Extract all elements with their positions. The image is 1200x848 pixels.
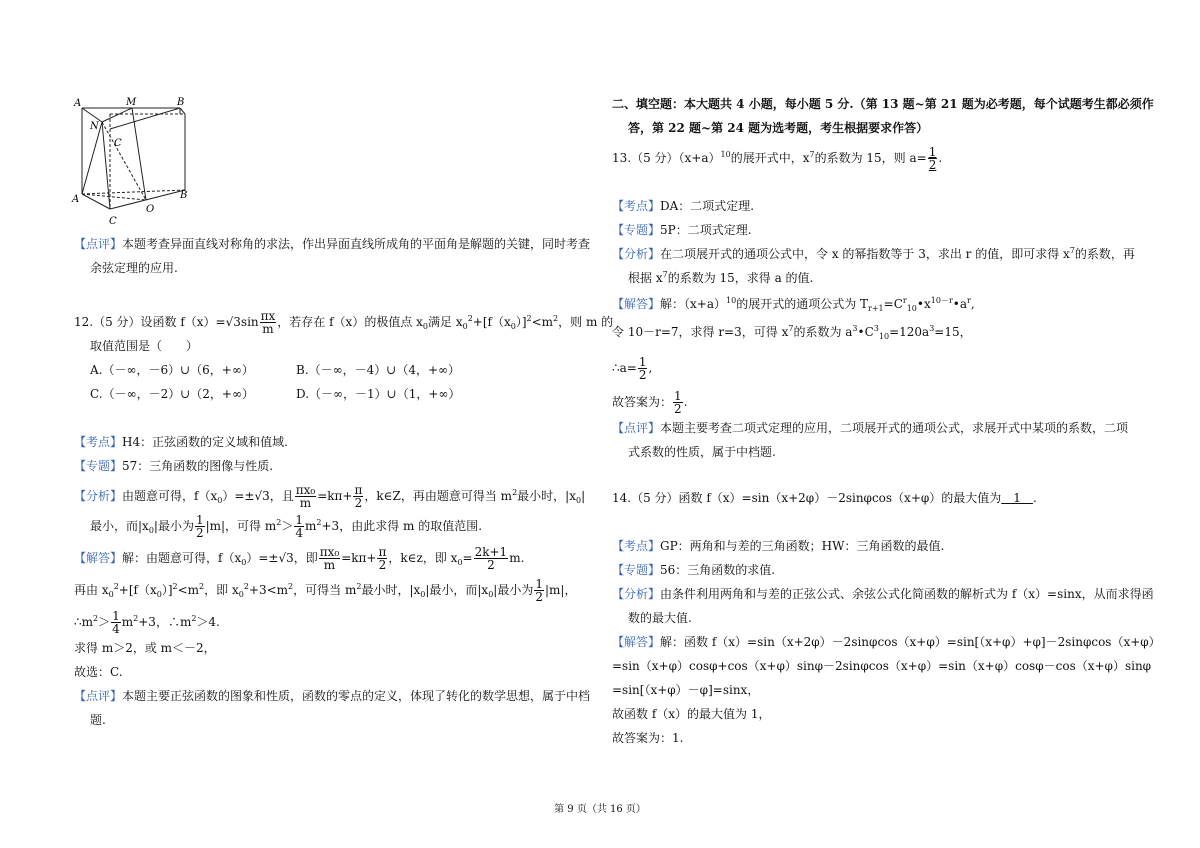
t: 最小时，|x [361,583,421,597]
q12-line1 [74,310,613,335]
tag-zhuanti: 【专题】 [74,459,123,473]
label-a: A [72,194,80,205]
q14-line1 [612,490,1037,506]
n: 1 [535,577,543,591]
t: 最小，而|x [90,519,149,533]
t: 14.（5 分）函数 f（x）=sin（x+2φ）－2sinφcos（x+φ）的最大值为 [612,491,1002,505]
kaodian [74,434,288,450]
t: 12.（5 分）设函数 f（x）= [74,315,226,329]
t: 0 [217,496,223,505]
t: 3 [852,324,858,333]
t: , [648,361,653,375]
t: r+1 [868,304,884,313]
tag: 【解答】 [612,297,661,311]
t: ，k∈z，即 x [388,551,458,565]
frac [295,484,316,509]
t: 解：由题意可得，f（x [122,551,242,565]
t: 2 [276,518,282,527]
d: 2 [378,558,387,572]
t: 满足 x [428,315,463,329]
q14-fenxi-l2: 数的最大值. [628,611,692,625]
jieda-line5: 故选：C. [74,665,123,679]
t: 的系数为 15，则 a= [814,151,927,165]
n: πx [260,309,276,323]
t: 5P：二项式定理. [660,223,752,237]
t: 2 [199,582,205,591]
n: πx₀ [319,545,340,559]
t: +[f（x [118,583,157,597]
t: 0 [510,322,516,331]
t: ，可得当 m [293,583,357,597]
t: 的系数为 15，求得 a 的值. [667,271,814,285]
tag: 【考点】 [612,539,661,553]
d: 2 [354,496,363,510]
n: 1 [638,355,647,369]
frac [377,546,387,571]
t: ）=±√3，且 [222,489,294,503]
t: 在二项展开式的通项公式中，令 x 的幂指数等于 3，求出 r 的值，即可求得 x [660,247,1070,261]
frac [534,578,544,603]
tag-dianping: 【点评】 [74,689,123,703]
t: 本题主要正弦函数的图象和性质，函数的零点的定义，体现了转化的数学思想，属于中档 [122,689,591,703]
t: 0 [108,590,114,599]
jieda-line1 [74,546,524,571]
tag: 【考点】 [612,199,661,213]
t: ，则 m 的 [558,315,614,329]
q14-zhuanti [612,562,775,578]
t: 2 [512,488,518,497]
q13-fenxi [612,246,1135,262]
t: 0 [575,496,582,505]
t: 本题主要考查二项式定理的应用，二项展开式的通项公式，求展开式中某项的系数，二项 [660,421,1129,435]
d: 4 [112,622,120,636]
label-c1: C [114,138,122,149]
label-a1: A [74,98,82,109]
t: 0 [238,590,244,599]
t: 56：三角函数的求值. [660,563,776,577]
n: 2k+1 [474,545,508,559]
t: 2 [288,582,294,591]
t: 0 [488,590,494,599]
t: 2 [316,518,322,527]
frac [294,514,304,539]
option-b: B.（－∞，－4）∪（4，+∞） [296,363,461,377]
t: 10－r [930,296,953,305]
t: •x [916,297,931,311]
q13-dianping-l2: 式系数的性质，属于中档题. [628,445,776,459]
t: GP：两角和与差的三角函数；HW：三角函数的最值. [660,539,945,553]
t: |最小为 [153,519,194,533]
t: |最小，而|x [425,583,489,597]
t: DA：二项式定理. [660,199,755,213]
d: m [262,322,274,336]
t: 0 [420,590,426,599]
tag: 【专题】 [612,223,661,237]
t: 2 [467,314,473,323]
t: 的系数为 a [793,325,853,339]
t: =kπ+ [317,489,353,503]
section-title: 二、填空题：本大题共 4 小题，每小题 5 分.（第 13 题~第 21 题为必考题，每个试题考生都必须作 [612,97,1154,111]
t: 2 [356,582,362,591]
t: |最小为 [493,583,534,597]
t: m [121,615,134,629]
t: 的展开式的通项公式为 T [736,297,869,311]
t: 0 [241,558,247,567]
frac [111,610,121,635]
t: 0 [422,322,428,331]
d: 2 [535,590,543,604]
dianping-top-l2: 余弦定理的应用. [90,261,178,275]
q12-line2: 取值范围是（ ） [90,339,199,353]
n: π [354,483,363,497]
t: . [683,395,688,409]
q14-kaodian [612,538,944,554]
prism-figure [70,94,200,229]
tag-dianping: 【点评】 [74,237,123,251]
t: |m|，可得 m [205,519,277,533]
t: =C [883,297,903,311]
t: 的系数，再 [1074,247,1135,261]
n: πx₀ [295,483,316,497]
t: 2 [93,614,99,623]
t: = [462,551,473,565]
jieda-line2 [74,578,576,603]
t: sin [240,315,259,329]
t: 2 [553,314,559,323]
t: 2 [113,582,119,591]
q13-line1 [612,146,942,171]
t: ，k∈Z，再由题意可得当 m [364,489,513,503]
option-a: A.（－∞，－6）∪（6，+∞） [90,363,254,377]
dianping [74,688,590,704]
t: 2 [526,314,532,323]
q13-jieda-l4 [612,390,687,415]
q13-kaodian [612,198,754,214]
t: 0 [457,558,463,567]
frac [638,356,648,381]
t: 2 [133,614,139,623]
text: 本题考查异面直线对称角的求法，作出异面直线所成角的平面角是解题的关键，同时考查 [122,237,591,251]
t: 最小时，|x [517,489,576,503]
t: . [1032,491,1037,505]
t: 10 [906,304,917,313]
label-o: O [146,204,155,215]
t: r [967,296,971,305]
n: 1 [112,609,120,623]
t: 7 [1069,246,1075,255]
t: ∴a= [612,361,637,375]
q14-jieda [612,634,1161,650]
frac [260,310,277,335]
frac [474,546,509,571]
q13-zhuanti [612,222,752,238]
t: 再由 x [74,583,109,597]
t: . [938,151,943,165]
n: 1 [674,389,682,403]
q13-jieda-l2 [612,324,972,340]
t: 3 [873,324,879,333]
label-b: B [180,190,188,201]
frac [195,514,205,539]
t: ）] [515,315,527,329]
t: ，即 x [204,583,239,597]
prism-svg [70,94,200,229]
d: 2 [638,368,647,382]
t: •C [857,325,874,339]
t: 10 [720,150,731,159]
section-title-l2: 答，第 22 题~第 24 题为选考题，考生根据要求作答） [628,121,929,135]
n: 1 [928,145,937,159]
page-footer: 第 9 页（共 16 页） [554,804,646,815]
t: 2 [243,582,249,591]
tag: 【点评】 [612,421,661,435]
t: ∴m [74,615,94,629]
q13-fenxi-l2 [628,270,813,286]
fenxi-line1 [74,484,585,509]
t: 10 [878,332,890,341]
t: 由题意可得，f（x [122,489,218,503]
answer-blank: 1 [1001,491,1033,505]
t: 10 [726,296,737,305]
n: 1 [295,513,304,527]
t: 7 [662,270,668,279]
d: m [323,558,336,572]
label-m: M [126,97,137,108]
t: 57：三角函数的图像与性质. [122,459,274,473]
t: ＞ [98,615,111,629]
tag: 【专题】 [612,563,661,577]
frac [319,546,340,571]
t: | [581,489,586,503]
q14-jieda-l3: =sin[（x+φ）－φ]=sinx， [612,683,760,697]
d: 2 [674,402,682,416]
t: +[f（x [472,315,511,329]
t: 0 [148,526,154,535]
t: 2 [172,582,178,591]
d: 2 [928,158,937,172]
t: 令 10－r=7，求得 r=3，可得 x [612,325,789,339]
t: 7 [788,324,794,333]
t: +3，由此求得 m 的取值范围. [321,519,483,533]
jieda-line3 [74,610,220,635]
t: =15， [934,325,972,339]
t: 根据 x [628,271,663,285]
frac [673,390,683,415]
t: =kπ+ [341,551,377,565]
t: H4：正弦函数的定义域和值域. [122,435,288,449]
t: 0 [156,590,162,599]
t: r [902,296,907,305]
t: 解：函数 f（x）=sin（x+2φ）－2sinφcos（x+φ）=sin[（x+φ）+φ]－2sinφcos（x+φ） [660,635,1161,649]
fenxi-line2 [90,514,482,539]
t: +3，∴m [138,615,192,629]
t: 的展开式中，x [730,151,810,165]
q13-dianping [612,420,1128,436]
t: •a [952,297,968,311]
option-c: C.（－∞，－2）∪（2，+∞） [90,387,254,401]
jieda-line4: 求得 m＞2，或 m＜－2， [74,641,216,655]
t: 3 [929,324,935,333]
answer-fraction [928,146,938,171]
q14-jieda-l5: 故答案为：1. [612,731,684,745]
q13-jieda-l3 [612,356,652,381]
t: <m [177,583,200,597]
tag-fenxi: 【分析】 [74,489,123,503]
t: 故答案为： [612,395,673,409]
n: 1 [195,513,204,527]
tag-kaodian: 【考点】 [74,435,123,449]
tag: 【解答】 [612,635,661,649]
t: 13.（5 分）（x+a） [612,151,721,165]
d: 4 [295,526,304,540]
tag-jieda: 【解答】 [74,551,123,565]
frac [353,484,363,509]
t: <m [531,315,554,329]
d: m [299,496,312,510]
t: √3 [225,315,241,329]
t: 由条件利用两角和与差的正弦公式、余弦公式化简函数的解析式为 f（x）=sinx，从而求得函 [660,587,1154,601]
label-n: N [90,121,99,132]
label-c: C [109,216,117,227]
d: 2 [487,558,495,572]
t: m. [509,551,525,565]
t: +3<m [248,583,289,597]
t: ）] [161,583,173,597]
n: π [378,545,387,559]
dianping-l2: 题. [90,713,106,727]
tag: 【分析】 [612,247,661,261]
q14-fenxi [612,586,1154,602]
q13-jieda [612,296,975,312]
t: 2 [191,614,197,623]
t: 0 [462,322,468,331]
t: ）=±√3，即 [246,551,318,565]
tag: 【分析】 [612,587,661,601]
t: ＞ [281,519,294,533]
t: |m|， [544,583,577,597]
option-d: D.（－∞，－1）∪（1，+∞） [296,387,461,401]
t: 7 [809,150,815,159]
d: 2 [195,526,204,540]
t: , [970,297,975,311]
t: 解：（x+a） [660,297,726,311]
q14-jieda-l2: =sin（x+φ）cosφ+cos（x+φ）sinφ－2sinφcos（x+φ）=sin（x+φ）cosφ－cos（x+φ）sinφ [612,659,1152,673]
dianping-top [74,236,590,252]
t: m [305,519,317,533]
t: ，若存在 f（x）的极值点 x [277,315,423,329]
t: ＞4. [196,615,220,629]
zhuanti [74,458,273,474]
label-b1: B [177,97,185,108]
q14-jieda-l4: 故函数 f（x）的最大值为 1， [612,707,771,721]
t: =120a [889,325,930,339]
